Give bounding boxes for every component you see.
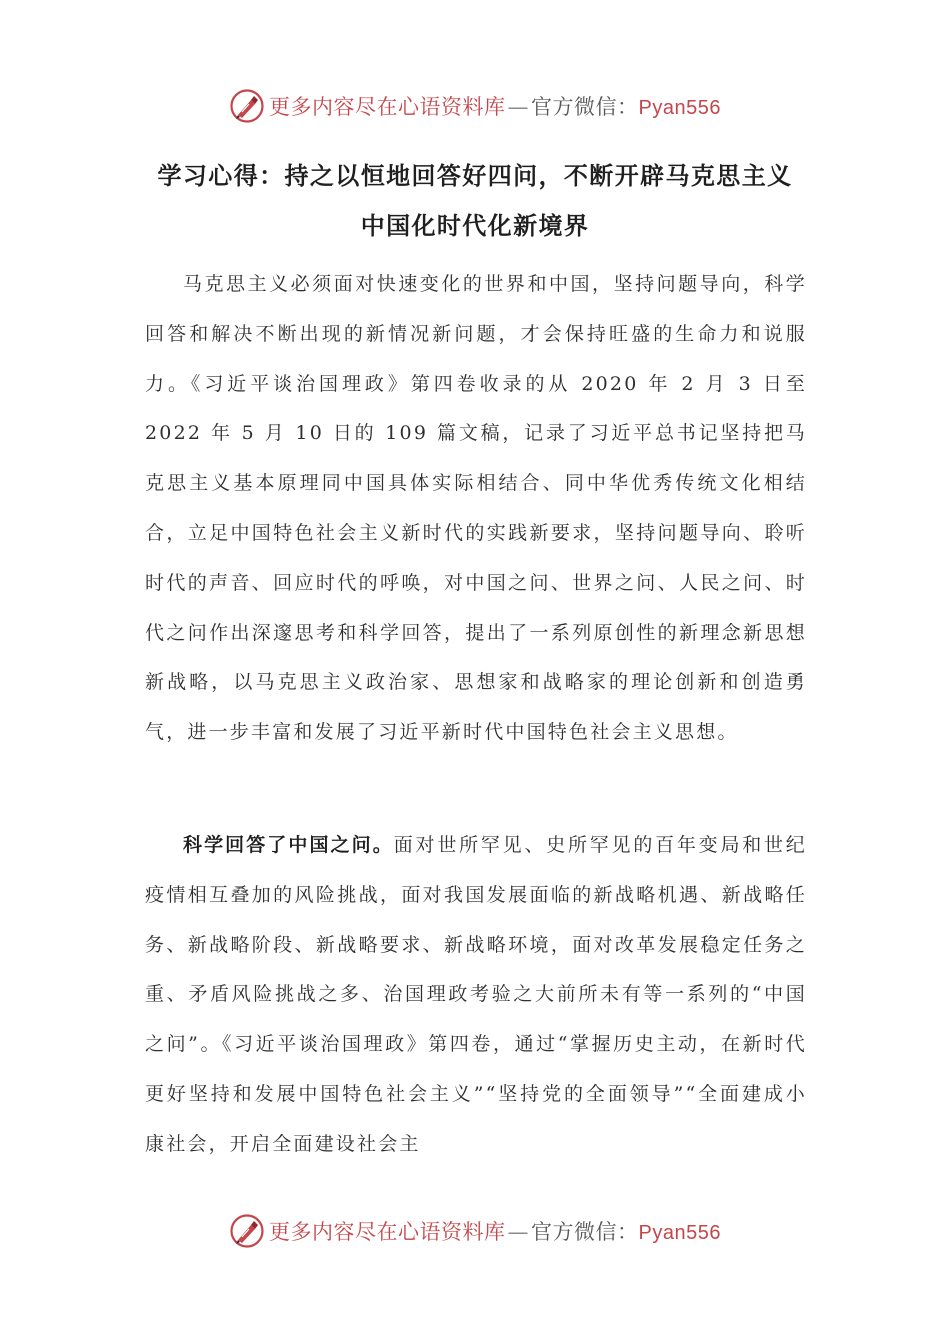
banner-dash: — xyxy=(507,95,530,119)
pen-logo-icon xyxy=(229,1213,265,1249)
banner-main-text: 更多内容尽在心语资料库 xyxy=(269,95,506,119)
pen-logo-icon xyxy=(229,88,265,124)
body-paragraph xyxy=(145,260,807,758)
paragraph-lead: 科学回答了中国之问。 xyxy=(183,834,394,856)
footer-banner xyxy=(0,1211,950,1251)
banner-wechat-id: Pyan556 xyxy=(638,1222,721,1244)
paragraph-text: 马克思主义必须面对快速变化的世界和中国，坚持问题导向，科学回答和解决不断出现的新情况新问题，才会保持旺盛的生命力和说服力。《习近平谈治国理政》第四卷收录的从 2020 年 2 月 3 日至 2022 年 5 月 10 日的 109 篇文稿，记录了习近平总书记坚持把马克思主义基本原理同中国具体实际相结合、同中华优秀传统文化相结合，立足中国特色社会主义新时代的实践新要求，坚持问题导向、聆听时代的声音、回应时代的呼唤，对中国之问、世界之问、人民之问、时代之问作出深邃思考和科学回答，提出了一系列原创性的新理念新思想新战略，以马克思主义政治家、思想家和战略家的理论创新和创造勇气，进一步丰富和发展了习近平新时代中国特色社会主义思想。 xyxy=(145,273,807,744)
document-title-line-2: 中国化时代化新境界 xyxy=(360,212,590,240)
banner-main-text: 更多内容尽在心语资料库 xyxy=(269,1220,506,1244)
body-paragraph xyxy=(145,821,807,1170)
banner-dash: — xyxy=(507,1220,530,1244)
header-banner xyxy=(0,86,950,126)
banner-wechat-label: 官方微信： xyxy=(531,1220,639,1244)
banner-wechat-id: Pyan556 xyxy=(638,97,721,119)
banner-text xyxy=(269,1216,721,1246)
paragraph-text: 面对世所罕见、史所罕见的百年变局和世纪疫情相互叠加的风险挑战，面对我国发展面临的新战略机遇、新战略任务、新战略阶段、新战略要求、新战略环境，面对改革发展稳定任务之重、矛盾风险挑战之多、治国理政考验之大前所未有等一系列的“中国之问”。《习近平谈治国理政》第四卷，通过“掌握历史主动，在新时代更好坚持和发展中国特色社会主义”“坚持党的全面领导”“全面建成小康社会，开启全面建设社会主 xyxy=(145,834,807,1155)
banner-wechat-label: 官方微信： xyxy=(531,95,639,119)
document-title-line-1: 学习心得：持之以恒地回答好四问，不断开辟马克思主义 xyxy=(157,162,793,190)
banner-text xyxy=(269,91,721,121)
